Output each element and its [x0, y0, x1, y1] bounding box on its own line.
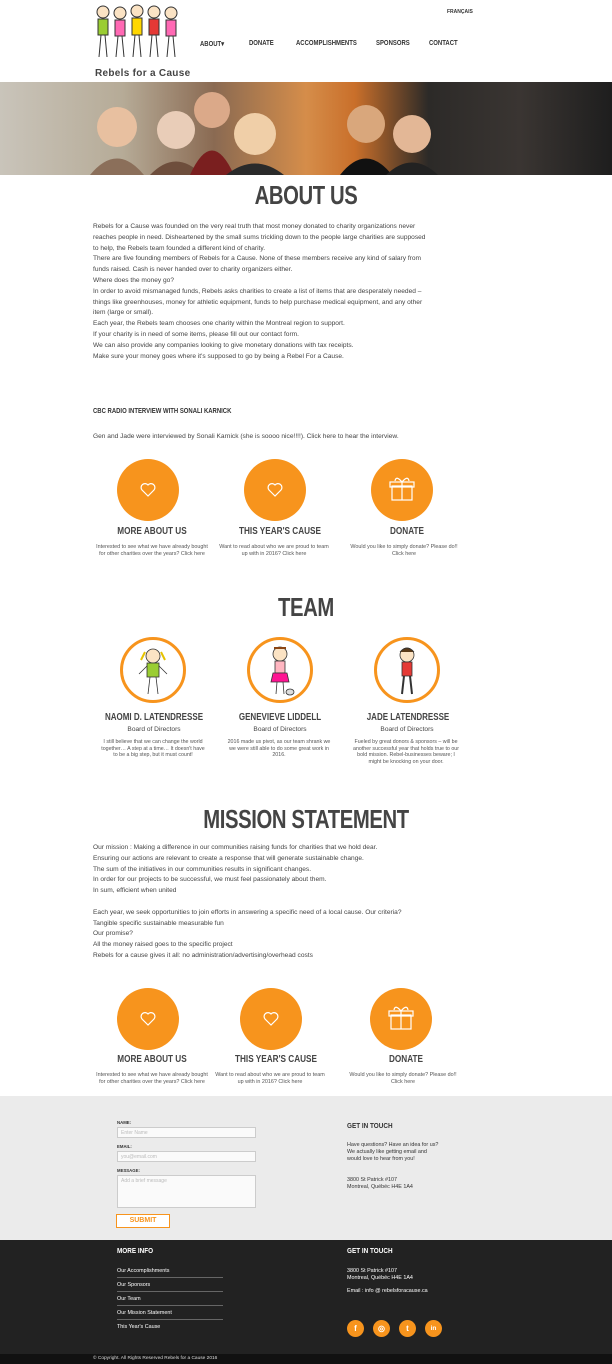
member-bio-jade: Fueled by great donors & sponsors – will be another successful year that holds true to our bold mission. Rebel-businesses beware; I might be knocking on your door.	[353, 739, 459, 765]
footer-link-accomplishments[interactable]: Our Accomplishments	[117, 1268, 223, 1278]
more-about-us-title[interactable]: MORE ABOUT US	[117, 526, 187, 537]
footer-link-cause[interactable]: This Year's Cause	[117, 1324, 161, 1330]
about-title: ABOUT US	[254, 180, 358, 210]
site-footer	[0, 1240, 612, 1354]
team-title: TEAM	[278, 592, 334, 622]
hero-photo	[0, 82, 612, 175]
cbc-interview-link[interactable]: Gen and Jade were interviewed by Sonali Karnick (she is soooo nice!!!!). Click here to hear the interview.	[93, 433, 399, 440]
mission-paragraph: Our mission : Making a difference in our communities raising funds for charities that we hold dear. Ensuring our actions are relevant to create a response that will generate sustainable change. The sum of the initiatives in our communities results in significant changes. In order for our projects to be successful, we must feel passionately about them. In sum, efficient when united Each year, we seek opportunities to join efforts in answering a specific need of a local cause. Our criteria? Tangible specific sustainable measurable fun Our promise? All the money raised goes to the specific project Rebels for a cause gives it all: no administration/advertising/overhead costs	[93, 844, 402, 959]
member-role-genevieve: Board of Directors	[253, 726, 307, 733]
footer-address-2: Montreal, Québéc H4E 1A4	[347, 1275, 413, 1281]
email-label: EMAIL:	[117, 1144, 132, 1149]
instagram-icon[interactable]: ◎	[373, 1320, 390, 1337]
footer-link-mission[interactable]: Our Mission Statement	[117, 1310, 223, 1320]
more-info-title: MORE INFO	[117, 1246, 154, 1255]
nav-about[interactable]: ABOUT▾	[200, 41, 225, 48]
this-years-cause-title-2[interactable]: THIS YEAR'S CAUSE	[235, 1054, 317, 1065]
mission-title: MISSION STATEMENT	[203, 804, 409, 834]
member-role-naomi: Board of Directors	[127, 726, 181, 733]
donate-desc[interactable]: Would you like to simply donate? Please do!! Click here	[350, 544, 458, 557]
name-input[interactable]: Enter Name	[117, 1127, 256, 1138]
footer-link-team[interactable]: Our Team	[117, 1296, 223, 1306]
message-textarea[interactable]: Add a brief message	[117, 1175, 256, 1208]
member-name-jade: JADE LATENDRESSE	[366, 712, 450, 723]
about-paragraph: Rebels for a Cause was founded on the very real truth that most money donated to charity organizations never reaches people in need. Disheartened by the small sums trickling down to the people large charities are supposed to help, the Rebels team founded a different kind of charity. There are five founding members of Rebels for a Cause. None of these members receive any kind of salary from funds raised. Cash is never handed over to charity organizers either. Where does the money go? In order to avoid mismanaged funds, Rebels asks charities to create a list of items that are desperately needed – things like greenhouses, money for athletic equipment, funds to help purchase medical equipment, and any other item (large or small). Each year, the Rebels team chooses one charity within the Montreal region to support. If your charity is in need of some items, please fill out our contact form. We can also provide any companies looking to give monetary donations with tax receipts. Make sure your money goes where it's supposed to go by being a Rebel For a Cause.	[93, 223, 426, 360]
donate-gift-icon[interactable]	[371, 459, 433, 521]
site-name[interactable]: Rebels for a Cause	[95, 68, 191, 79]
donate-title-2[interactable]: DONATE	[388, 1054, 424, 1065]
contact-section	[0, 1096, 612, 1240]
footer-get-in-touch-title: GET IN TOUCH	[347, 1246, 393, 1255]
member-name-naomi: NAOMI D. LATENDRESSE	[104, 712, 204, 723]
avatar-jade	[374, 637, 440, 703]
more-about-us-desc-2[interactable]: Interested to see what we have already bought for other charities over the years? Click here	[96, 1072, 208, 1085]
get-in-touch-text: Have questions? Have an idea for us? We actually like getting email and would love to hear from you!	[347, 1142, 439, 1162]
avatar-naomi	[120, 637, 186, 703]
nav-contact[interactable]: CONTACT	[429, 40, 458, 47]
hero-people-image	[0, 82, 612, 175]
cbc-interview-title: CBC RADIO INTERVIEW WITH SONALI KARNICK	[93, 408, 232, 415]
member-bio-genevieve: 2016 made us pivot, as our team shrank we we were still able to do some great work in 2016.	[227, 739, 331, 759]
chevron-down-icon: ▾	[221, 41, 225, 48]
twitter-icon[interactable]: t	[399, 1320, 416, 1337]
member-name-genevieve: GENEVIEVE LIDDELL	[238, 712, 322, 723]
member-bio-naomi: I still believe that we can change the world together… A step at a time… It doesn't have to be a big step, but it must count!	[101, 739, 205, 759]
this-years-cause-desc[interactable]: Want to read about who we are proud to team up with in 2016? Click here	[219, 544, 329, 557]
address-line-2: Montreal, Québéc H4E 1A4	[347, 1184, 413, 1190]
facebook-icon[interactable]: f	[347, 1320, 364, 1337]
copyright-text: © Copyright. All Rights Reserved Rebels for a Cause 2016	[93, 1356, 218, 1361]
avatar-genevieve	[247, 637, 313, 703]
copyright-bar	[0, 1354, 612, 1364]
get-in-touch-title: GET IN TOUCH	[347, 1121, 393, 1130]
donate-desc-2[interactable]: Would you like to simply donate? Please do!! Click here	[349, 1072, 457, 1085]
language-link[interactable]: FRANÇAIS	[447, 9, 473, 15]
linkedin-icon[interactable]: in	[425, 1320, 442, 1337]
more-about-heart-icon[interactable]	[117, 459, 179, 521]
email-input[interactable]: you@email.com	[117, 1151, 256, 1162]
more-about-heart-icon-2[interactable]	[117, 988, 179, 1050]
logo-figures-icon[interactable]	[93, 2, 189, 62]
more-about-us-desc[interactable]: Interested to see what we have already bought for other charities over the years? Click here	[96, 544, 208, 557]
nav-donate[interactable]: DONATE	[249, 40, 274, 47]
this-years-cause-heart-icon-2[interactable]	[240, 988, 302, 1050]
nav-accomplishments[interactable]: ACCOMPLISHMENTS	[296, 40, 357, 47]
this-years-cause-desc-2[interactable]: Want to read about who we are proud to team up with in 2016? Click here	[215, 1072, 325, 1085]
message-label: MESSAGE:	[117, 1168, 140, 1173]
nav-sponsors[interactable]: SPONSORS	[376, 40, 410, 47]
address-line-1: 3800 St Patrick #107	[347, 1177, 398, 1183]
this-years-cause-title[interactable]: THIS YEAR'S CAUSE	[239, 526, 321, 537]
member-role-jade: Board of Directors	[380, 726, 434, 733]
submit-button[interactable]: SUBMIT	[116, 1214, 170, 1228]
donate-gift-icon-2[interactable]	[370, 988, 432, 1050]
name-label: NAME:	[117, 1120, 132, 1125]
more-about-us-title-2[interactable]: MORE ABOUT US	[117, 1054, 187, 1065]
footer-link-sponsors[interactable]: Our Sponsors	[117, 1282, 223, 1292]
footer-email[interactable]: Email : info @ rebelsforacause.ca	[347, 1288, 428, 1294]
this-years-cause-heart-icon[interactable]	[244, 459, 306, 521]
donate-title[interactable]: DONATE	[389, 526, 425, 537]
footer-address-1: 3800 St Patrick #107	[347, 1268, 398, 1274]
site-header	[0, 0, 612, 82]
